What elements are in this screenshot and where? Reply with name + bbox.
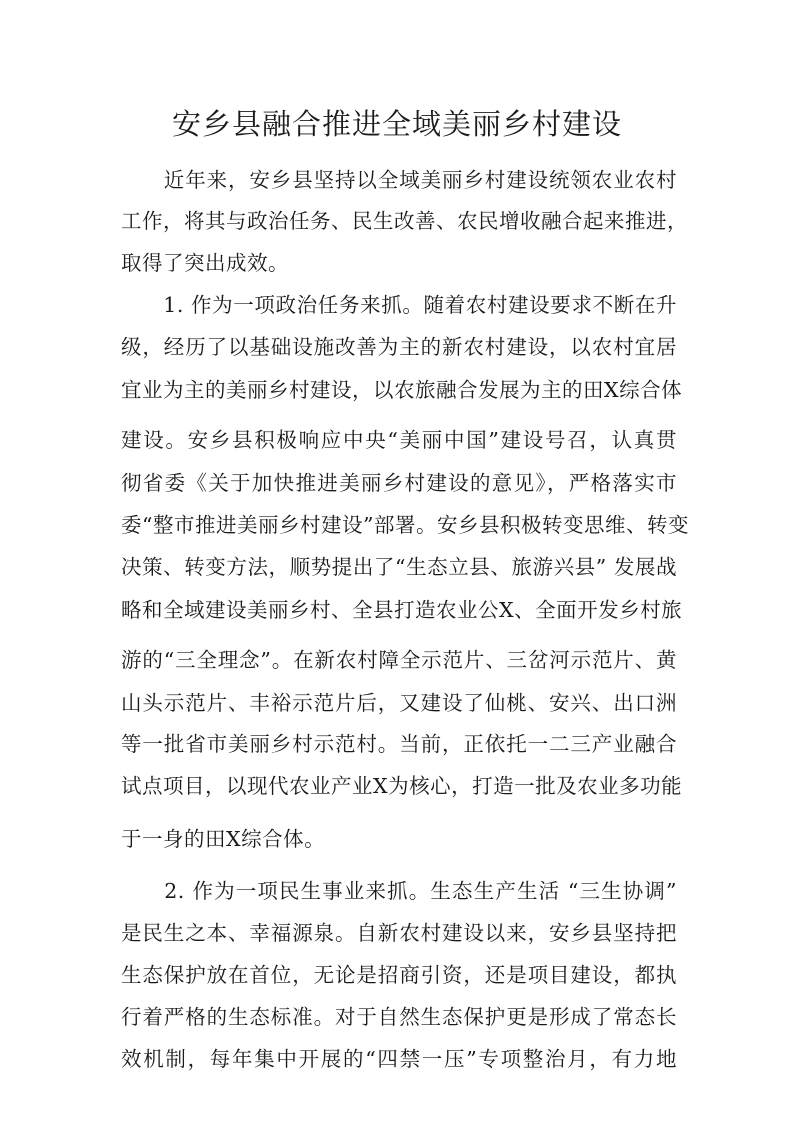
paragraph-line: 建设。安乡县积极响应中央“美丽中国”建设号召，认真贯 xyxy=(121,428,677,452)
paragraph-line: 山头示范片、丰裕示范片后，又建设了仙桃、安兴、出口洲 xyxy=(121,691,677,715)
paragraph-line: 行着严格的生态标准。对于自然生态保护更是形成了常态长 xyxy=(121,1005,677,1029)
paragraph-line: 试点项目，以现代农业产业X为核心，打造一批及农业多功能 xyxy=(121,774,683,798)
paragraph-line: 决策、转变方法，顺势提出了“生态立县、旅游兴县” 发展战 xyxy=(121,555,677,579)
paragraph-line: 生态保护放在首位，无论是招商引资，还是项目建设，都执 xyxy=(121,963,677,987)
paragraph-line: 2. 作为一项民生事业来抓。生态生产生活 “三生协调” xyxy=(121,879,677,903)
paragraph-line: 彻省委《关于加快推进美丽乡村建设的意见》，严格落实市 xyxy=(121,471,677,495)
paragraph-line: 近年来，安乡县坚持以全域美丽乡村建设统领农业农村 xyxy=(121,168,677,192)
paragraph-line: 1. 作为一项政治任务来抓。随着农村建设要求不断在升 xyxy=(121,293,677,317)
paragraph-line: 略和全域建设美丽乡村、全县打造农业公X、全面开发乡村旅 xyxy=(121,598,683,622)
paragraph-line: 效机制，每年集中开展的“四禁一压”专项整治月，有力地 xyxy=(121,1047,677,1071)
paragraph-line: 工作，将其与政治任务、民生改善、农民增收融合起来推进， xyxy=(121,209,688,233)
paragraph-line: 级，经历了以基础设施改善为主的新农村建设，以农村宜居 xyxy=(121,335,677,359)
paragraph-line: 等一批省市美丽乡村示范村。当前，正依托一二三产业融合 xyxy=(121,732,677,756)
paragraph-line: 委“整市推进美丽乡村建设”部署。安乡县积极转变思维、转变 xyxy=(121,513,689,537)
paragraph-line: 游的“三全理念”。在新农村障全示范片、三岔河示范片、黄 xyxy=(121,648,677,672)
paragraph-line: 是民生之本、幸福源泉。自新农村建设以来，安乡县坚持把 xyxy=(121,921,677,945)
paragraph-line: 取得了突出成效。 xyxy=(121,251,289,275)
paragraph-line: 于一身的田X综合体。 xyxy=(121,827,326,851)
paragraph-line: 宜业为主的美丽乡村建设，以农旅融合发展为主的田X综合体 xyxy=(121,378,683,402)
document-title: 安乡县融合推进全域美丽乡村建设 xyxy=(171,107,622,141)
